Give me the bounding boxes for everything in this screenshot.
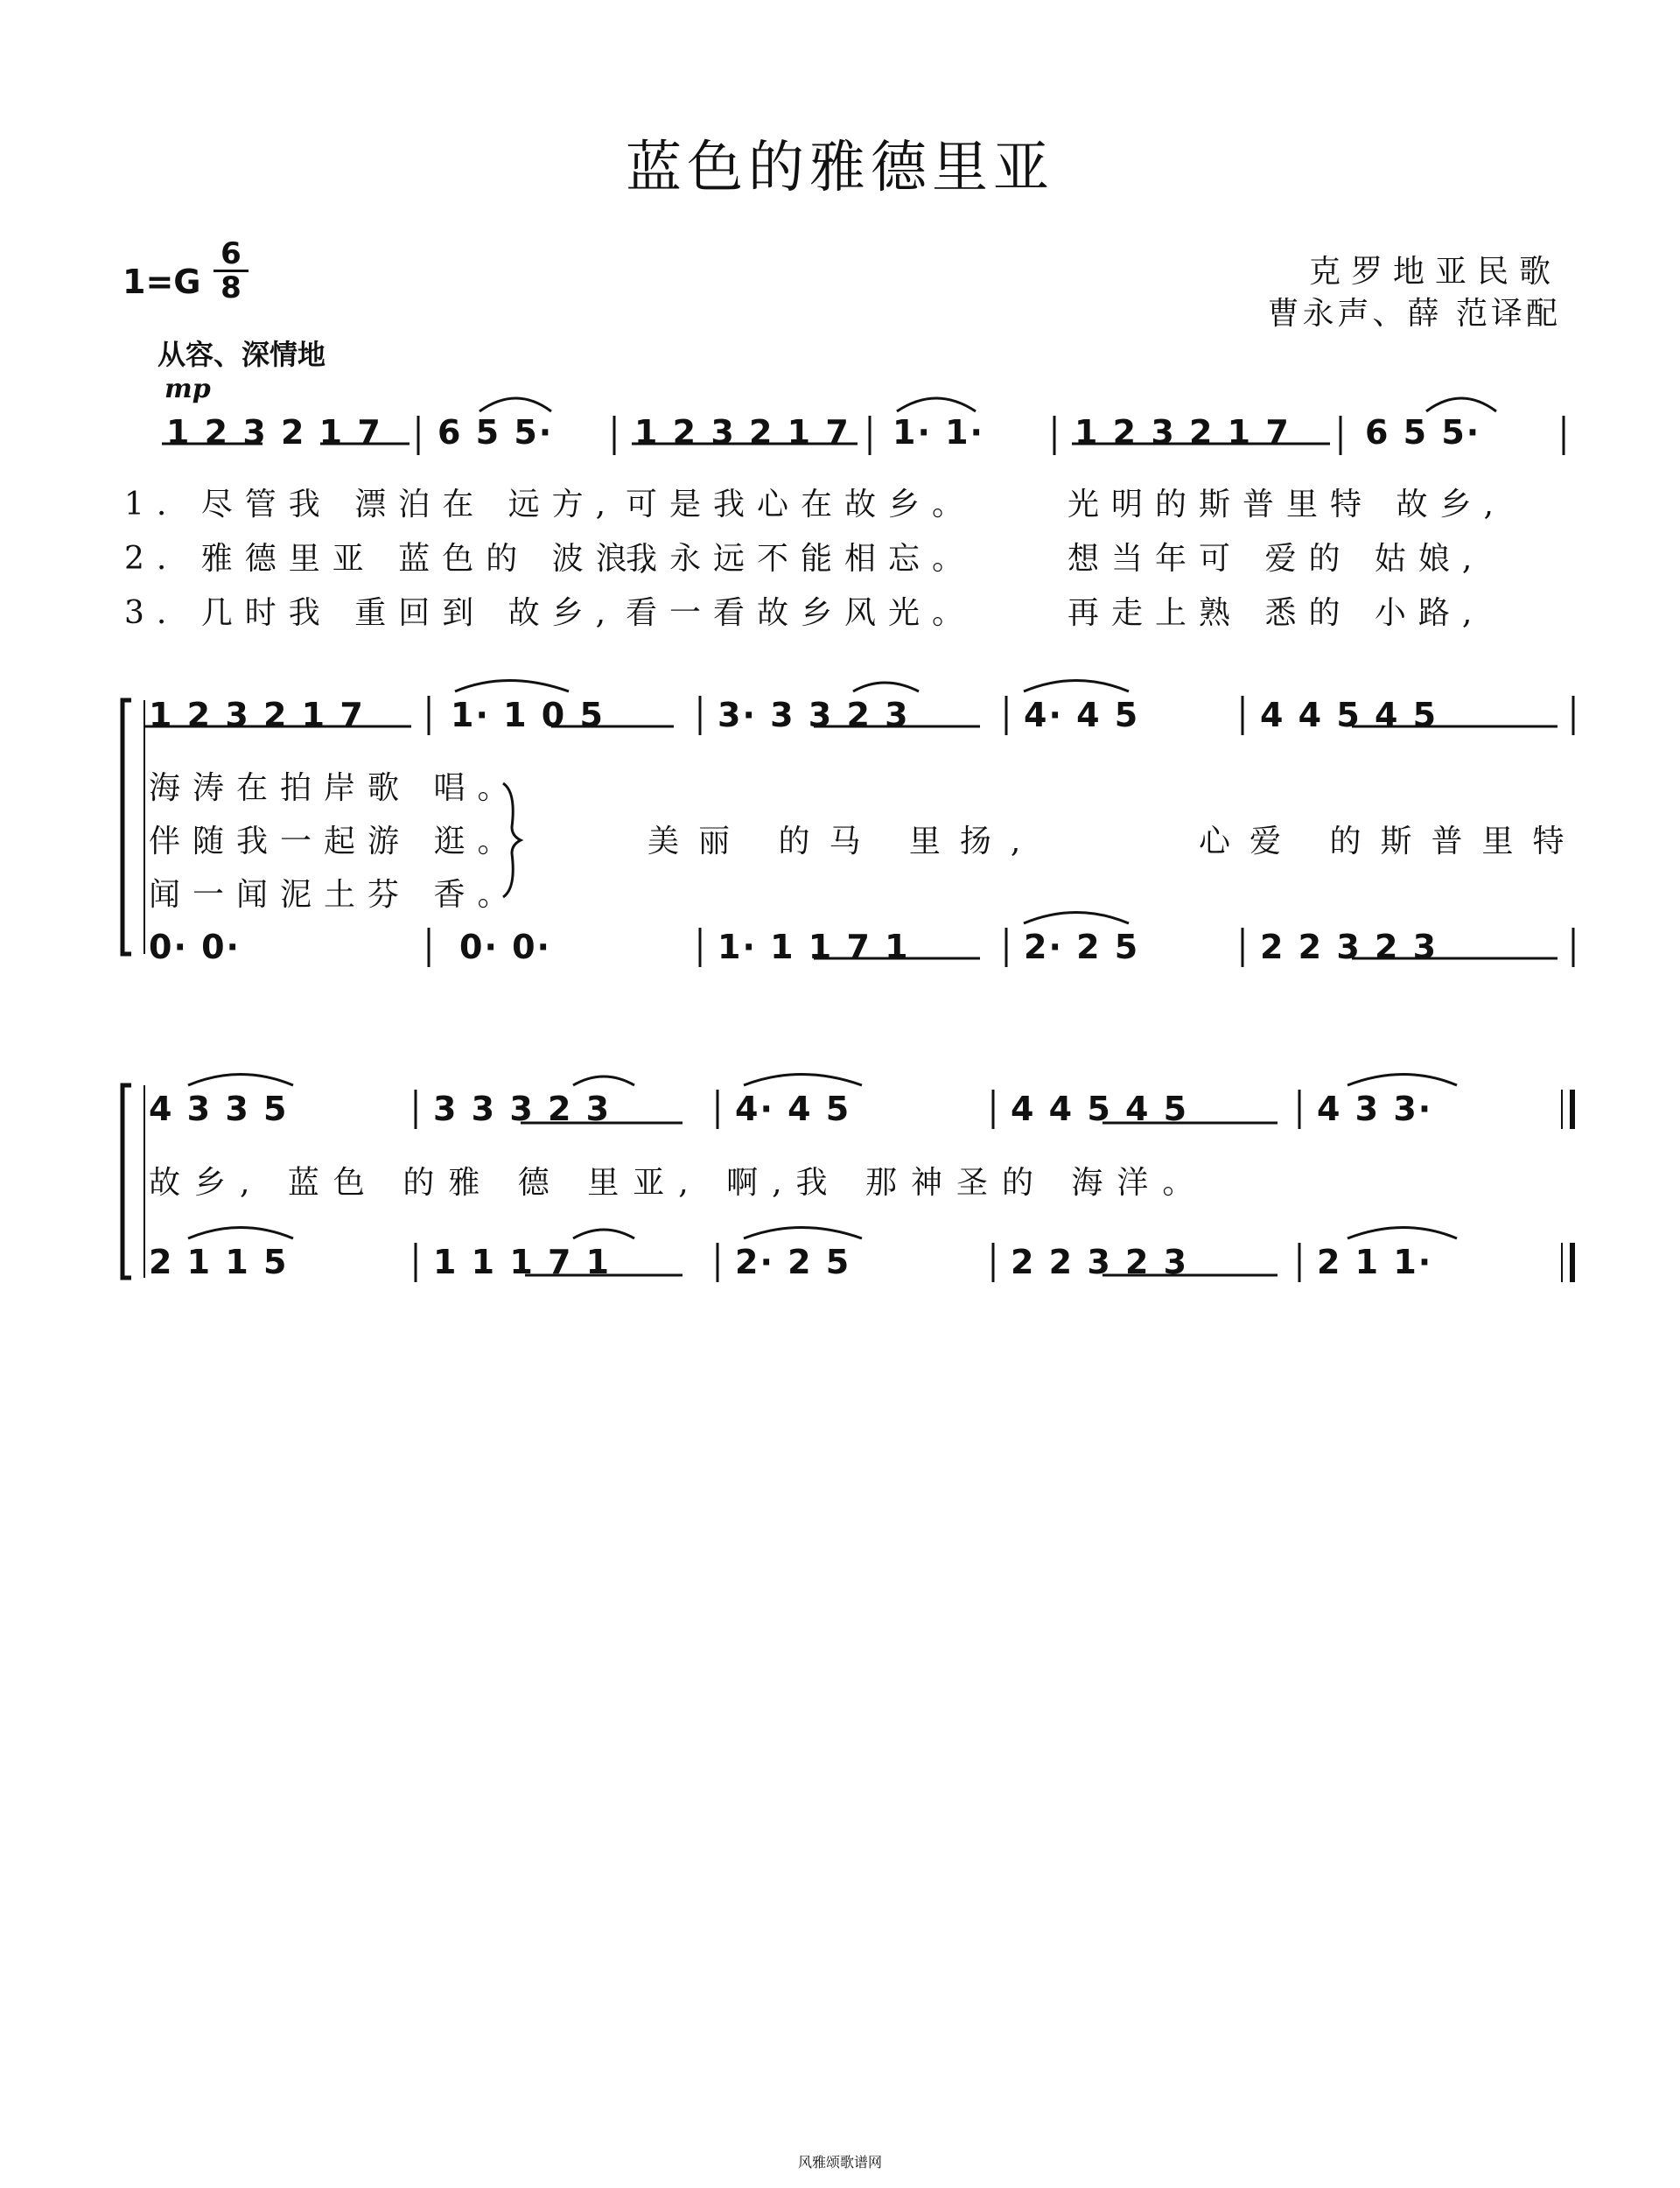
s2-lower-bar-1: 0· 0· [149, 928, 241, 966]
s3-upper-bar-3: 4· 4 5 [735, 1090, 851, 1128]
song-title: 蓝色的雅德里亚 [626, 136, 1054, 200]
s3-upper-bar-4: 4 4 5 4 5 [1011, 1090, 1189, 1128]
dynamic-marking: mp [164, 374, 211, 404]
origin-credit: 克罗地亚民歌 [1308, 254, 1561, 290]
s1-lyric-3c: 再走上熟 悉的 小路, [1068, 595, 1485, 631]
s1-lyric-1c: 光明的斯普里特 故乡, [1068, 487, 1506, 522]
footer-watermark: 风雅颂歌谱网 [797, 2154, 882, 2170]
s1-bar-3: 1 2 3 2 1 7 [634, 413, 850, 452]
s1-lyric-2c: 想当年可 爱的 姑娘, [1068, 541, 1485, 577]
s3-lower-bar-4: 2 2 3 2 3 [1011, 1243, 1189, 1281]
s1-bar-2: 6 5 5· [438, 413, 554, 452]
s2-lyric-2: 伴随我一起游 逛。 [149, 824, 522, 859]
s3-lower-bar-1: 2 1 1 5 [149, 1243, 289, 1281]
s2-upper-bar-1: 1 2 3 2 1 7 [149, 696, 365, 734]
s2-upper-bar-3: 3· 3 3 2 3 [718, 696, 910, 734]
s3-upper-bar-2: 3 3 3 2 3 [433, 1090, 612, 1128]
s2-lower-bar-5: 2 2 3 2 3 [1260, 928, 1438, 966]
s2-lyric-3: 闻一闻泥土芬 香。 [149, 877, 522, 913]
key-signature: 1=G [122, 263, 201, 301]
s2-upper-bar-4: 4· 4 5 [1024, 696, 1140, 734]
s2-lower-bar-2: 0· 0· [459, 928, 551, 966]
s1-bar-4: 1· 1· [892, 413, 984, 452]
s1-lyric-1a: 1. 尽管我 漂泊在 远方, [124, 487, 619, 522]
s3-lyric: 故乡, 蓝色 的雅 德 里亚, 啊,我 那神圣的 海洋。 [149, 1165, 1208, 1201]
s2-lyric-chorus-a: 美丽 的马 里扬, [648, 824, 1040, 859]
s3-upper-bar-5: 4 3 3· [1317, 1090, 1433, 1128]
s1-bar-1: 1 2 3 2 1 7 [166, 413, 382, 452]
s1-lyric-2a: 2. 雅德里亚 蓝色的 波浪, [124, 541, 662, 577]
s3-lower-bar-5: 2 1 1· [1317, 1243, 1433, 1281]
s2-upper-bar-5: 4 4 5 4 5 [1260, 696, 1438, 734]
time-top: 6 [220, 236, 242, 271]
s1-lyric-3a: 3. 几时我 重回到 故乡, [124, 595, 619, 631]
s1-bar-5: 1 2 3 2 1 7 [1074, 413, 1291, 452]
tempo-marking: 从容、深情地 [158, 338, 326, 371]
time-signature [214, 238, 248, 304]
s2-upper-bar-2: 1· 1 0 5 [451, 696, 605, 734]
s3-upper-bar-1: 4 3 3 5 [149, 1090, 289, 1128]
s1-lyric-3b: 看一看故乡风光。 [626, 595, 976, 631]
time-bottom: 8 [214, 270, 248, 304]
s3-lower-bar-3: 2· 2 5 [735, 1243, 851, 1281]
s1-lyric-2b: 我永远不能相忘。 [626, 541, 976, 577]
s3-lower-bar-2: 1 1 1 7 1 [433, 1243, 612, 1281]
translator-credit: 曹永声、薛 范译配 [1267, 296, 1561, 332]
s1-lyric-1b: 可是我心在故乡。 [626, 487, 976, 522]
s2-lower-bar-3: 1· 1 1 7 1 [718, 928, 910, 966]
s2-lower-bar-4: 2· 2 5 [1024, 928, 1140, 966]
s2-lyric-chorus-b: 心爱 的斯普里特 [1199, 824, 1584, 859]
s2-lyric-1: 海涛在拍岸歌 唱。 [149, 770, 522, 806]
s1-bar-6: 6 5 5· [1365, 413, 1481, 452]
